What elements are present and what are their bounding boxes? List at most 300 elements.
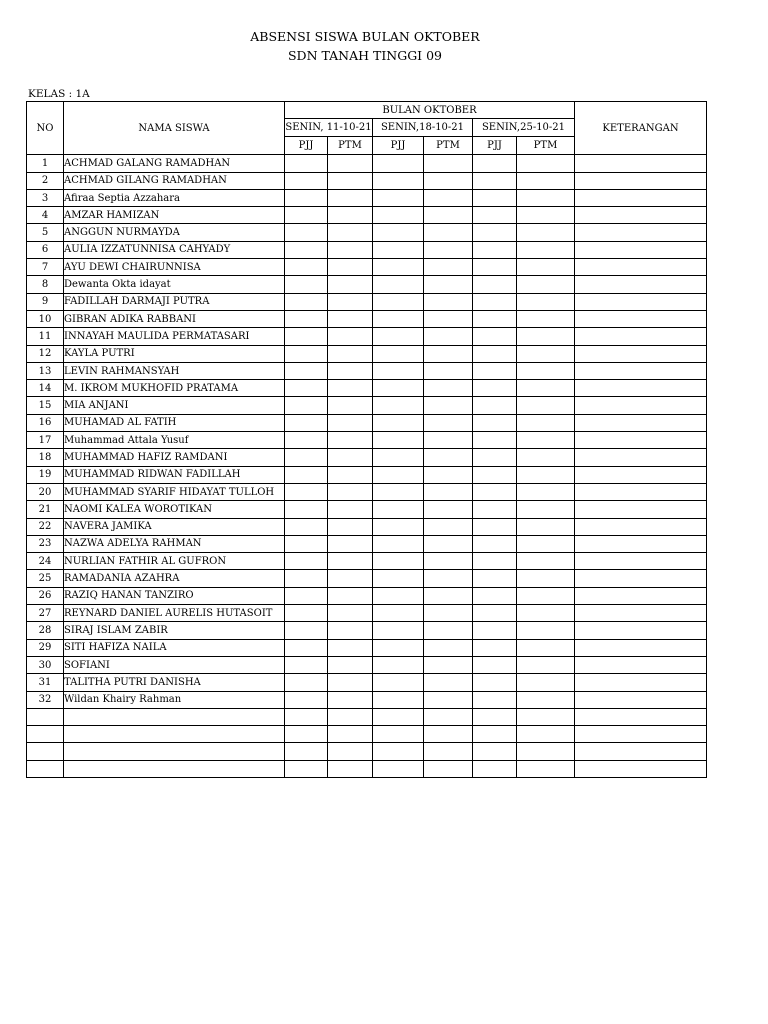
attendance-cell[interactable] [373, 362, 424, 379]
attendance-cell[interactable] [424, 605, 473, 622]
attendance-cell[interactable] [373, 432, 424, 449]
attendance-cell[interactable] [328, 224, 373, 241]
attendance-cell[interactable] [285, 397, 328, 414]
attendance-cell[interactable] [285, 535, 328, 552]
attendance-cell[interactable] [373, 207, 424, 224]
attendance-cell[interactable] [424, 397, 473, 414]
notes-cell[interactable] [575, 726, 707, 743]
attendance-cell[interactable] [517, 483, 575, 500]
notes-cell[interactable] [575, 708, 707, 725]
table-row [27, 553, 707, 570]
attendance-cell[interactable] [424, 449, 473, 466]
student-number: 15 [27, 397, 64, 414]
attendance-cell[interactable] [473, 466, 517, 483]
attendance-cell[interactable] [424, 639, 473, 656]
attendance-cell[interactable] [373, 570, 424, 587]
attendance-cell[interactable] [424, 207, 473, 224]
attendance-cell[interactable] [424, 501, 473, 518]
attendance-cell[interactable] [328, 172, 373, 189]
attendance-cell[interactable] [473, 501, 517, 518]
attendance-cell[interactable] [373, 276, 424, 293]
notes-cell[interactable] [575, 760, 707, 777]
table-row [27, 639, 707, 656]
attendance-cell[interactable] [473, 708, 517, 725]
attendance-cell[interactable] [285, 172, 328, 189]
attendance-cell[interactable] [473, 622, 517, 639]
notes-cell[interactable] [575, 293, 707, 310]
attendance-cell[interactable] [285, 760, 328, 777]
student-name: KAYLA PUTRI [64, 345, 285, 362]
attendance-cell[interactable] [473, 414, 517, 431]
attendance-cell[interactable] [328, 380, 373, 397]
attendance-cell[interactable] [424, 328, 473, 345]
attendance-cell[interactable] [473, 518, 517, 535]
attendance-cell[interactable] [373, 760, 424, 777]
attendance-cell[interactable] [517, 570, 575, 587]
attendance-cell[interactable] [285, 605, 328, 622]
attendance-cell[interactable] [373, 189, 424, 206]
attendance-cell[interactable] [328, 241, 373, 258]
notes-cell[interactable] [575, 397, 707, 414]
student-number: 20 [27, 483, 64, 500]
student-number: 14 [27, 380, 64, 397]
attendance-cell[interactable] [424, 362, 473, 379]
attendance-cell[interactable] [328, 605, 373, 622]
attendance-cell[interactable] [473, 605, 517, 622]
notes-cell[interactable] [575, 414, 707, 431]
attendance-cell[interactable] [285, 622, 328, 639]
attendance-cell[interactable] [373, 535, 424, 552]
attendance-cell[interactable] [424, 293, 473, 310]
notes-cell[interactable] [575, 622, 707, 639]
attendance-cell[interactable] [517, 674, 575, 691]
attendance-cell[interactable] [328, 587, 373, 604]
notes-cell[interactable] [575, 155, 707, 172]
attendance-cell[interactable] [373, 743, 424, 760]
attendance-cell[interactable] [473, 362, 517, 379]
attendance-cell[interactable] [424, 760, 473, 777]
attendance-cell[interactable] [517, 553, 575, 570]
student-number: 5 [27, 224, 64, 241]
notes-cell[interactable] [575, 224, 707, 241]
attendance-cell[interactable] [328, 691, 373, 708]
attendance-cell[interactable] [424, 241, 473, 258]
attendance-cell[interactable] [473, 155, 517, 172]
attendance-cell[interactable] [517, 466, 575, 483]
table-row [27, 207, 707, 224]
attendance-cell[interactable] [517, 310, 575, 327]
notes-cell[interactable] [575, 674, 707, 691]
attendance-cell[interactable] [473, 432, 517, 449]
attendance-cell[interactable] [473, 328, 517, 345]
attendance-cell[interactable] [517, 605, 575, 622]
attendance-cell[interactable] [517, 726, 575, 743]
attendance-cell[interactable] [285, 449, 328, 466]
attendance-cell[interactable] [328, 656, 373, 673]
attendance-cell[interactable] [285, 674, 328, 691]
attendance-cell[interactable] [328, 293, 373, 310]
attendance-cell[interactable] [373, 483, 424, 500]
table-row [27, 432, 707, 449]
attendance-cell[interactable] [473, 172, 517, 189]
attendance-cell[interactable] [285, 189, 328, 206]
notes-cell[interactable] [575, 241, 707, 258]
attendance-cell[interactable] [285, 691, 328, 708]
attendance-cell[interactable] [424, 172, 473, 189]
attendance-cell[interactable] [473, 293, 517, 310]
attendance-cell[interactable] [424, 466, 473, 483]
attendance-cell[interactable] [517, 328, 575, 345]
attendance-cell[interactable] [424, 674, 473, 691]
attendance-cell[interactable] [285, 639, 328, 656]
attendance-cell[interactable] [473, 760, 517, 777]
attendance-cell[interactable] [328, 760, 373, 777]
attendance-cell[interactable] [328, 155, 373, 172]
attendance-cell[interactable] [424, 189, 473, 206]
notes-cell[interactable] [575, 535, 707, 552]
attendance-cell[interactable] [473, 224, 517, 241]
attendance-cell[interactable] [473, 241, 517, 258]
table-row [27, 743, 707, 760]
student-number: 18 [27, 449, 64, 466]
attendance-cell[interactable] [373, 622, 424, 639]
attendance-cell[interactable] [473, 345, 517, 362]
attendance-cell[interactable] [373, 449, 424, 466]
student-number: 6 [27, 241, 64, 258]
attendance-cell[interactable] [424, 432, 473, 449]
notes-cell[interactable] [575, 570, 707, 587]
student-name: LEVIN RAHMANSYAH [64, 362, 285, 379]
attendance-cell[interactable] [424, 656, 473, 673]
header-date-1: SENIN, 11-10-21 [285, 119, 373, 137]
attendance-cell[interactable] [473, 674, 517, 691]
attendance-cell[interactable] [285, 380, 328, 397]
attendance-cell[interactable] [517, 293, 575, 310]
attendance-cell[interactable] [373, 656, 424, 673]
attendance-cell[interactable] [473, 743, 517, 760]
attendance-cell[interactable] [373, 691, 424, 708]
table-row [27, 328, 707, 345]
attendance-cell[interactable] [517, 587, 575, 604]
attendance-cell[interactable] [328, 674, 373, 691]
attendance-cell[interactable] [373, 414, 424, 431]
attendance-cell[interactable] [473, 587, 517, 604]
attendance-cell[interactable] [285, 310, 328, 327]
attendance-cell[interactable] [373, 553, 424, 570]
notes-cell[interactable] [575, 691, 707, 708]
attendance-cell[interactable] [328, 518, 373, 535]
table-row [27, 449, 707, 466]
notes-cell[interactable] [575, 449, 707, 466]
attendance-cell[interactable] [424, 276, 473, 293]
header-name: NAMA SISWA [64, 102, 285, 155]
attendance-cell[interactable] [473, 207, 517, 224]
student-number: 4 [27, 207, 64, 224]
attendance-cell[interactable] [424, 155, 473, 172]
notes-cell[interactable] [575, 518, 707, 535]
attendance-cell[interactable] [424, 708, 473, 725]
notes-cell[interactable] [575, 587, 707, 604]
notes-cell[interactable] [575, 743, 707, 760]
table-row [27, 622, 707, 639]
attendance-cell[interactable] [473, 449, 517, 466]
attendance-cell[interactable] [328, 743, 373, 760]
attendance-cell[interactable] [517, 276, 575, 293]
attendance-cell[interactable] [517, 241, 575, 258]
student-number: 30 [27, 656, 64, 673]
attendance-cell[interactable] [517, 362, 575, 379]
table-row [27, 224, 707, 241]
notes-cell[interactable] [575, 276, 707, 293]
notes-cell[interactable] [575, 639, 707, 656]
attendance-cell[interactable] [285, 241, 328, 258]
attendance-cell[interactable] [424, 587, 473, 604]
attendance-cell[interactable] [373, 155, 424, 172]
student-name [64, 708, 285, 725]
attendance-cell[interactable] [517, 518, 575, 535]
table-row [27, 708, 707, 725]
attendance-cell[interactable] [373, 501, 424, 518]
attendance-cell[interactable] [285, 466, 328, 483]
attendance-cell[interactable] [473, 553, 517, 570]
attendance-cell[interactable] [473, 691, 517, 708]
attendance-cell[interactable] [424, 414, 473, 431]
attendance-cell[interactable] [328, 328, 373, 345]
table-row [27, 172, 707, 189]
student-number: 8 [27, 276, 64, 293]
attendance-cell[interactable] [517, 397, 575, 414]
attendance-cell[interactable] [473, 276, 517, 293]
attendance-cell[interactable] [328, 189, 373, 206]
student-name: NAZWA ADELYA RAHMAN [64, 535, 285, 552]
attendance-cell[interactable] [328, 553, 373, 570]
attendance-cell[interactable] [328, 501, 373, 518]
notes-cell[interactable] [575, 432, 707, 449]
attendance-cell[interactable] [424, 743, 473, 760]
attendance-cell[interactable] [285, 207, 328, 224]
attendance-cell[interactable] [328, 639, 373, 656]
attendance-cell[interactable] [517, 501, 575, 518]
student-number [27, 760, 64, 777]
attendance-cell[interactable] [424, 345, 473, 362]
attendance-cell[interactable] [517, 622, 575, 639]
attendance-cell[interactable] [517, 189, 575, 206]
attendance-cell[interactable] [517, 535, 575, 552]
attendance-cell[interactable] [285, 743, 328, 760]
attendance-cell[interactable] [285, 362, 328, 379]
attendance-cell[interactable] [517, 760, 575, 777]
notes-cell[interactable] [575, 553, 707, 570]
notes-cell[interactable] [575, 501, 707, 518]
attendance-cell[interactable] [424, 535, 473, 552]
attendance-cell[interactable] [473, 397, 517, 414]
attendance-cell[interactable] [373, 224, 424, 241]
attendance-cell[interactable] [328, 310, 373, 327]
notes-cell[interactable] [575, 466, 707, 483]
student-name: SITI HAFIZA NAILA [64, 639, 285, 656]
attendance-cell[interactable] [473, 726, 517, 743]
attendance-cell[interactable] [285, 432, 328, 449]
student-name: NURLIAN FATHIR AL GUFRON [64, 553, 285, 570]
attendance-cell[interactable] [373, 310, 424, 327]
attendance-cell[interactable] [517, 639, 575, 656]
attendance-cell[interactable] [328, 483, 373, 500]
attendance-cell[interactable] [285, 656, 328, 673]
attendance-cell[interactable] [285, 708, 328, 725]
attendance-cell[interactable] [285, 259, 328, 276]
student-number: 17 [27, 432, 64, 449]
table-row [27, 397, 707, 414]
attendance-cell[interactable] [373, 397, 424, 414]
student-name: MUHAMMAD HAFIZ RAMDANI [64, 449, 285, 466]
attendance-cell[interactable] [328, 570, 373, 587]
table-row [27, 241, 707, 258]
attendance-cell[interactable] [473, 570, 517, 587]
notes-cell[interactable] [575, 310, 707, 327]
attendance-cell[interactable] [328, 259, 373, 276]
attendance-cell[interactable] [424, 518, 473, 535]
attendance-cell[interactable] [517, 224, 575, 241]
attendance-cell[interactable] [424, 483, 473, 500]
attendance-cell[interactable] [328, 449, 373, 466]
attendance-cell[interactable] [373, 674, 424, 691]
attendance-cell[interactable] [473, 483, 517, 500]
student-number: 1 [27, 155, 64, 172]
attendance-cell[interactable] [373, 345, 424, 362]
attendance-cell[interactable] [328, 207, 373, 224]
attendance-cell[interactable] [285, 483, 328, 500]
notes-cell[interactable] [575, 345, 707, 362]
attendance-cell[interactable] [285, 328, 328, 345]
attendance-cell[interactable] [285, 553, 328, 570]
attendance-cell[interactable] [373, 605, 424, 622]
notes-cell[interactable] [575, 483, 707, 500]
attendance-cell[interactable] [373, 241, 424, 258]
attendance-cell[interactable] [373, 380, 424, 397]
attendance-cell[interactable] [424, 622, 473, 639]
attendance-cell[interactable] [373, 293, 424, 310]
attendance-cell[interactable] [517, 172, 575, 189]
attendance-cell[interactable] [373, 518, 424, 535]
attendance-cell[interactable] [517, 691, 575, 708]
attendance-cell[interactable] [328, 726, 373, 743]
student-name: ANGGUN NURMAYDA [64, 224, 285, 241]
attendance-cell[interactable] [285, 155, 328, 172]
attendance-cell[interactable] [373, 726, 424, 743]
attendance-cell[interactable] [373, 172, 424, 189]
attendance-cell[interactable] [373, 466, 424, 483]
attendance-cell[interactable] [473, 259, 517, 276]
attendance-cell[interactable] [373, 639, 424, 656]
attendance-cell[interactable] [473, 310, 517, 327]
attendance-cell[interactable] [328, 414, 373, 431]
attendance-cell[interactable] [328, 708, 373, 725]
attendance-cell[interactable] [473, 189, 517, 206]
attendance-cell[interactable] [517, 155, 575, 172]
attendance-cell[interactable] [424, 259, 473, 276]
attendance-cell[interactable] [285, 518, 328, 535]
attendance-cell[interactable] [285, 224, 328, 241]
student-name: MUHAMMAD RIDWAN FADILLAH [64, 466, 285, 483]
attendance-cell[interactable] [328, 397, 373, 414]
attendance-cell[interactable] [328, 622, 373, 639]
attendance-cell[interactable] [285, 345, 328, 362]
header-sub-ptm-3: PTM [517, 137, 575, 155]
attendance-cell[interactable] [517, 656, 575, 673]
notes-cell[interactable] [575, 656, 707, 673]
notes-cell[interactable] [575, 172, 707, 189]
attendance-cell[interactable] [517, 708, 575, 725]
attendance-cell[interactable] [424, 553, 473, 570]
attendance-cell[interactable] [373, 708, 424, 725]
notes-cell[interactable] [575, 605, 707, 622]
attendance-cell[interactable] [424, 726, 473, 743]
attendance-cell[interactable] [517, 449, 575, 466]
student-number: 26 [27, 587, 64, 604]
attendance-cell[interactable] [328, 345, 373, 362]
attendance-cell[interactable] [473, 380, 517, 397]
notes-cell[interactable] [575, 207, 707, 224]
attendance-cell[interactable] [517, 380, 575, 397]
attendance-cell[interactable] [373, 328, 424, 345]
attendance-cell[interactable] [328, 432, 373, 449]
notes-cell[interactable] [575, 328, 707, 345]
attendance-cell[interactable] [373, 259, 424, 276]
attendance-cell[interactable] [424, 380, 473, 397]
attendance-cell[interactable] [473, 535, 517, 552]
attendance-cell[interactable] [424, 310, 473, 327]
attendance-cell[interactable] [517, 259, 575, 276]
attendance-cell[interactable] [328, 466, 373, 483]
attendance-cell[interactable] [285, 587, 328, 604]
attendance-cell[interactable] [473, 639, 517, 656]
attendance-cell[interactable] [517, 345, 575, 362]
notes-cell[interactable] [575, 362, 707, 379]
attendance-cell[interactable] [517, 743, 575, 760]
student-name: MUHAMAD AL FATIH [64, 414, 285, 431]
attendance-cell[interactable] [285, 570, 328, 587]
attendance-cell[interactable] [424, 691, 473, 708]
attendance-cell[interactable] [285, 276, 328, 293]
attendance-cell[interactable] [328, 276, 373, 293]
attendance-cell[interactable] [285, 293, 328, 310]
table-row [27, 535, 707, 552]
attendance-cell[interactable] [328, 362, 373, 379]
attendance-cell[interactable] [285, 726, 328, 743]
student-name [64, 760, 285, 777]
attendance-cell[interactable] [424, 224, 473, 241]
attendance-cell[interactable] [517, 414, 575, 431]
attendance-cell[interactable] [473, 656, 517, 673]
attendance-cell[interactable] [517, 207, 575, 224]
attendance-cell[interactable] [517, 432, 575, 449]
header-sub-ptm-1: PTM [328, 137, 373, 155]
notes-cell[interactable] [575, 380, 707, 397]
attendance-cell[interactable] [328, 535, 373, 552]
header-sub-pjj-3: PJJ [473, 137, 517, 155]
student-name: GIBRAN ADIKA RABBANI [64, 310, 285, 327]
header-month: BULAN OKTOBER [285, 102, 575, 119]
notes-cell[interactable] [575, 189, 707, 206]
student-name: TALITHA PUTRI DANISHA [64, 674, 285, 691]
attendance-cell[interactable] [373, 587, 424, 604]
notes-cell[interactable] [575, 259, 707, 276]
student-number: 23 [27, 535, 64, 552]
attendance-cell[interactable] [285, 414, 328, 431]
attendance-cell[interactable] [424, 570, 473, 587]
attendance-cell[interactable] [285, 501, 328, 518]
student-name: SOFIANI [64, 656, 285, 673]
